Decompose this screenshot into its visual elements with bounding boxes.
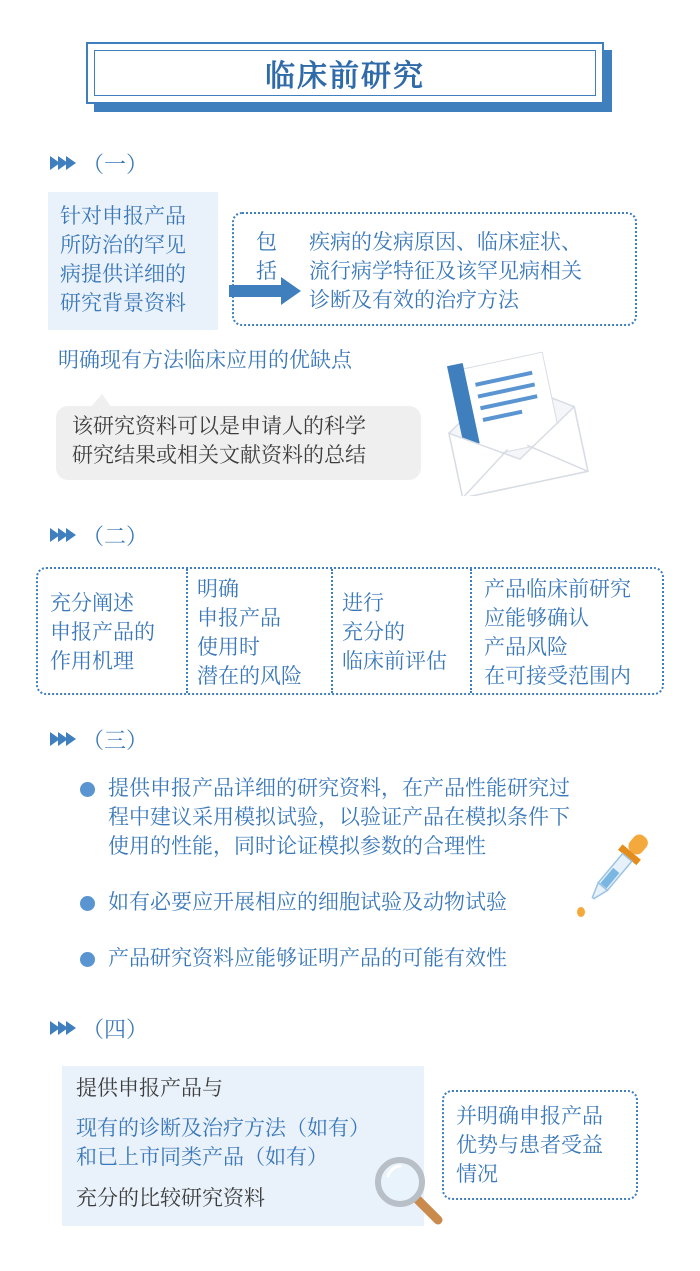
section-header-4 — [50, 1013, 148, 1043]
pros-cons-text: 明确现有方法临床应用的优缺点 — [58, 348, 352, 372]
bullet-effectiveness: 产品研究资料应能够证明产品的可能有效性 — [108, 946, 507, 970]
background-text: 针对申报产品 所防治的罕见 病提供详细的 研究背景资料 — [60, 204, 186, 315]
triple-arrow-icon — [50, 156, 74, 170]
bullet-cell-animal: 如有必要应开展相应的细胞试验及动物试验 — [108, 890, 507, 914]
comparison-line-3: 和已上市同类产品（如有） — [76, 1145, 328, 1169]
bullet-research-data: 提供申报产品详细的研究资料，在产品性能研究过 程中建议采用模拟试验，以验证产品在模拟条件下 使用的性能，同时论证模拟参数的合理性 — [108, 776, 570, 858]
bullet-icon — [80, 896, 95, 911]
grid-cell-evaluation: 进行 充分的 临床前评估 — [342, 591, 447, 673]
envelope-icon — [432, 348, 592, 496]
section-label: （三） — [82, 728, 149, 754]
comparison-line-2: 现有的诊断及治疗方法（如有） — [76, 1116, 370, 1140]
grid-cell-confirm: 产品临床前研究 应能够确认 产品风险 在可接受范围内 — [484, 577, 631, 688]
grid-cell-mechanism: 充分阐述 申报产品的 作用机理 — [50, 591, 155, 673]
section-label: （二） — [82, 524, 149, 550]
section-header-3 — [50, 724, 148, 754]
includes-label: 包 括 — [256, 230, 277, 283]
magnifier-icon — [372, 1154, 448, 1230]
section-header-1 — [50, 148, 148, 178]
bullet-icon — [80, 782, 95, 797]
section-label: （四） — [82, 1017, 149, 1043]
advantage-text: 并明确申报产品 优势与患者受益 情况 — [456, 1104, 603, 1186]
triple-arrow-icon — [50, 1021, 74, 1035]
dropper-icon — [570, 826, 660, 918]
page-title: 临床前研究 — [265, 59, 425, 94]
section-header-2 — [50, 520, 148, 550]
section-label: （一） — [82, 152, 149, 178]
title-box — [86, 42, 604, 104]
background-box — [48, 192, 218, 330]
triple-arrow-icon — [50, 528, 74, 542]
bubble-text: 该研究资料可以是申请人的科学 研究结果或相关文献资料的总结 — [72, 414, 366, 467]
grid-cell-risk: 明确 申报产品 使用时 潜在的风险 — [197, 577, 302, 688]
comparison-line-1: 提供申报产品与 — [76, 1076, 223, 1100]
bullet-icon — [80, 952, 95, 967]
includes-text: 疾病的发病原因、临床症状、 流行病学特征及该罕见病相关 诊断及有效的治疗方法 — [309, 230, 582, 312]
comparison-line-4: 充分的比较研究资料 — [76, 1186, 265, 1210]
triple-arrow-icon — [50, 732, 74, 746]
